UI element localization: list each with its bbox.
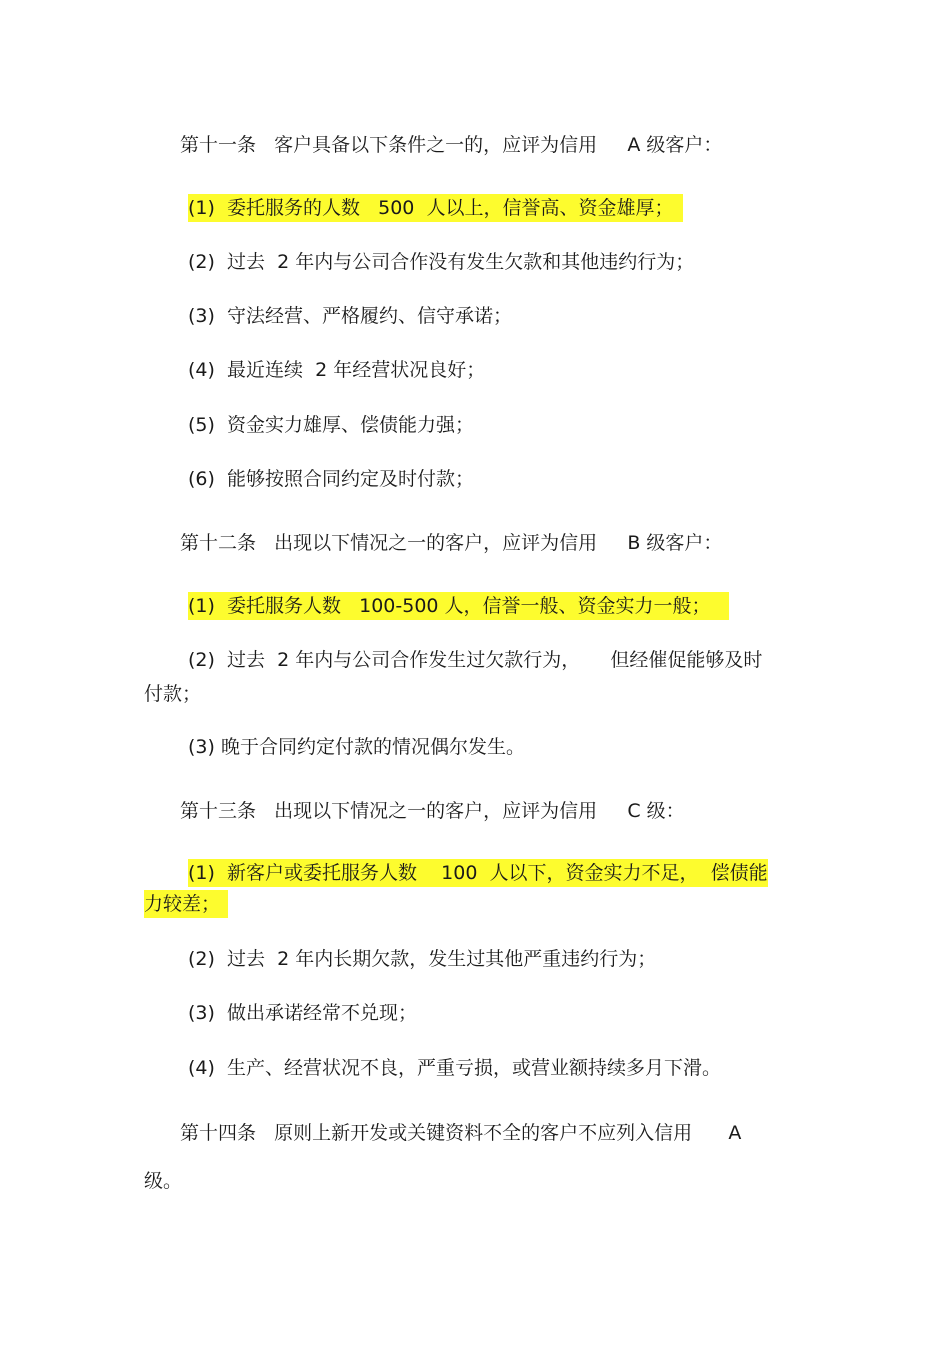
article-13-item-4: (4) 生产、经营状况不良，严重亏损，或营业额持续多月下滑。 (188, 1057, 721, 1079)
article-11-item-3: (3) 守法经营、严格履约、信守承诺； (188, 305, 512, 327)
article-14-continuation: 级。 (144, 1170, 183, 1192)
article-12-item-1: (1) 委托服务人数 100-500 人，信誉一般、资金实力一般； (188, 592, 729, 620)
article-11-item-6: (6) 能够按照合同约定及时付款； (188, 468, 474, 490)
article-13-item-1: (1) 新客户或委托服务人数 100 人以下，资金实力不足， 偿债能 (188, 859, 768, 887)
article-14-heading: 第十四条 原则上新开发或关键资料不全的客户不应列入信用 A (180, 1122, 742, 1144)
article-12-item-2: (2) 过去 2 年内与公司合作发生过欠款行为， 但经催促能够及时 (188, 649, 763, 671)
article-13-item-3: (3) 做出承诺经常不兑现； (188, 1002, 417, 1024)
article-11-item-1: (1) 委托服务的人数 500 人以上，信誉高、资金雄厚； (188, 194, 683, 222)
article-13-item-2: (2) 过去 2 年内长期欠款，发生过其他严重违约行为； (188, 948, 657, 970)
article-12-item-2-continuation: 付款； (144, 683, 202, 705)
article-12-heading: 第十二条 出现以下情况之一的客户，应评为信用 B 级客户： (180, 532, 723, 554)
article-11-item-2: (2) 过去 2 年内与公司合作没有发生欠款和其他违约行为； (188, 251, 695, 273)
article-13-item-1-continuation: 力较差； (144, 890, 228, 918)
article-13-heading: 第十三条 出现以下情况之一的客户，应评为信用 C 级： (180, 800, 685, 822)
article-11-item-5: (5) 资金实力雄厚、偿债能力强； (188, 414, 474, 436)
article-11-item-4: (4) 最近连续 2 年经营状况良好； (188, 359, 486, 381)
article-12-item-3: (3) 晚于合同约定付款的情况偶尔发生。 (188, 736, 525, 758)
article-11-heading: 第十一条 客户具备以下条件之一的，应评为信用 A 级客户： (180, 134, 723, 156)
